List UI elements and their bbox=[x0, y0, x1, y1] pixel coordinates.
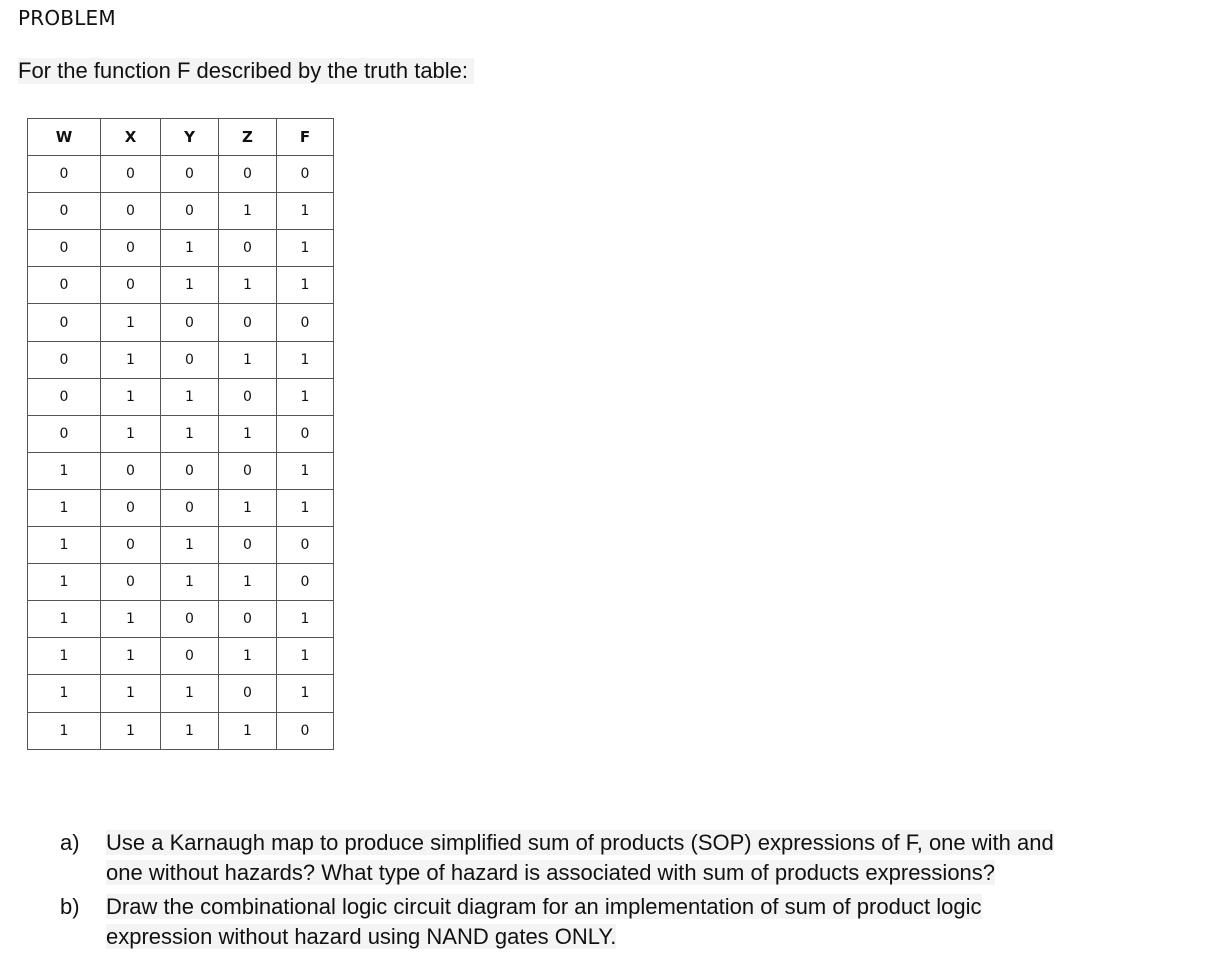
cell-f: 0 bbox=[277, 527, 334, 564]
cell-z: 1 bbox=[219, 341, 277, 378]
cell-z: 1 bbox=[219, 712, 277, 749]
question-list bbox=[60, 828, 1170, 956]
cell-x: 1 bbox=[101, 675, 161, 712]
cell-w: 0 bbox=[28, 378, 101, 415]
truth-table-row bbox=[28, 601, 334, 638]
cell-f: 0 bbox=[277, 415, 334, 452]
cell-w: 1 bbox=[28, 452, 101, 489]
question-b-line1: Draw the combinational logic circuit diagram for an implementation of sum of product logic bbox=[106, 894, 982, 919]
truth-table-row bbox=[28, 378, 334, 415]
page-heading: PROBLEM bbox=[18, 6, 116, 30]
cell-z: 1 bbox=[219, 415, 277, 452]
truth-table-body bbox=[28, 156, 334, 750]
cell-f: 1 bbox=[277, 675, 334, 712]
truth-table-row bbox=[28, 156, 334, 193]
cell-w: 0 bbox=[28, 193, 101, 230]
cell-x: 1 bbox=[101, 712, 161, 749]
cell-z: 0 bbox=[219, 378, 277, 415]
question-a bbox=[60, 828, 1170, 888]
cell-x: 1 bbox=[101, 341, 161, 378]
cell-w: 1 bbox=[28, 489, 101, 526]
question-b-line2: expression without hazard using NAND gates ONLY. bbox=[106, 924, 617, 949]
intro-text: For the function F described by the truth table: bbox=[18, 58, 474, 84]
cell-z: 1 bbox=[219, 564, 277, 601]
cell-w: 0 bbox=[28, 415, 101, 452]
cell-y: 1 bbox=[161, 378, 219, 415]
cell-x: 0 bbox=[101, 230, 161, 267]
cell-x: 0 bbox=[101, 489, 161, 526]
question-a-line2: one without hazards? What type of hazard is associated with sum of products expressions? bbox=[106, 860, 996, 885]
header-cell-w: W bbox=[28, 119, 101, 156]
truth-table-row bbox=[28, 452, 334, 489]
cell-y: 0 bbox=[161, 638, 219, 675]
cell-z: 1 bbox=[219, 638, 277, 675]
cell-y: 1 bbox=[161, 564, 219, 601]
truth-table-row bbox=[28, 415, 334, 452]
cell-x: 0 bbox=[101, 156, 161, 193]
cell-y: 0 bbox=[161, 341, 219, 378]
cell-x: 1 bbox=[101, 601, 161, 638]
header-cell-f: F bbox=[277, 119, 334, 156]
cell-w: 0 bbox=[28, 304, 101, 341]
cell-x: 0 bbox=[101, 564, 161, 601]
cell-x: 0 bbox=[101, 193, 161, 230]
cell-x: 1 bbox=[101, 638, 161, 675]
truth-table bbox=[27, 118, 334, 750]
cell-z: 0 bbox=[219, 675, 277, 712]
cell-w: 1 bbox=[28, 564, 101, 601]
cell-f: 1 bbox=[277, 193, 334, 230]
cell-f: 0 bbox=[277, 712, 334, 749]
truth-table-row bbox=[28, 267, 334, 304]
cell-z: 0 bbox=[219, 304, 277, 341]
cell-w: 0 bbox=[28, 230, 101, 267]
truth-table-row bbox=[28, 638, 334, 675]
cell-f: 1 bbox=[277, 267, 334, 304]
cell-y: 1 bbox=[161, 527, 219, 564]
cell-y: 0 bbox=[161, 156, 219, 193]
cell-f: 1 bbox=[277, 489, 334, 526]
cell-z: 1 bbox=[219, 193, 277, 230]
cell-w: 1 bbox=[28, 638, 101, 675]
cell-x: 1 bbox=[101, 304, 161, 341]
cell-x: 1 bbox=[101, 415, 161, 452]
cell-y: 1 bbox=[161, 267, 219, 304]
question-b bbox=[60, 892, 1170, 952]
cell-x: 0 bbox=[101, 267, 161, 304]
cell-w: 0 bbox=[28, 267, 101, 304]
cell-y: 1 bbox=[161, 230, 219, 267]
cell-f: 1 bbox=[277, 601, 334, 638]
header-cell-y: Y bbox=[161, 119, 219, 156]
cell-w: 1 bbox=[28, 527, 101, 564]
truth-table-row bbox=[28, 341, 334, 378]
truth-table-row bbox=[28, 675, 334, 712]
cell-w: 1 bbox=[28, 601, 101, 638]
truth-table-row bbox=[28, 230, 334, 267]
cell-x: 0 bbox=[101, 452, 161, 489]
cell-f: 1 bbox=[277, 230, 334, 267]
cell-x: 0 bbox=[101, 527, 161, 564]
cell-y: 0 bbox=[161, 193, 219, 230]
cell-z: 0 bbox=[219, 601, 277, 638]
question-b-letter: b) bbox=[60, 894, 80, 919]
cell-z: 1 bbox=[219, 267, 277, 304]
truth-table-row bbox=[28, 304, 334, 341]
cell-x: 1 bbox=[101, 378, 161, 415]
truth-table-header-row bbox=[28, 119, 334, 156]
cell-z: 0 bbox=[219, 230, 277, 267]
truth-table-row bbox=[28, 564, 334, 601]
cell-z: 1 bbox=[219, 489, 277, 526]
truth-table-row bbox=[28, 527, 334, 564]
cell-w: 1 bbox=[28, 675, 101, 712]
cell-f: 1 bbox=[277, 378, 334, 415]
cell-z: 0 bbox=[219, 452, 277, 489]
header-cell-z: Z bbox=[219, 119, 277, 156]
truth-table-row bbox=[28, 193, 334, 230]
cell-f: 0 bbox=[277, 304, 334, 341]
header-cell-x: X bbox=[101, 119, 161, 156]
cell-f: 1 bbox=[277, 452, 334, 489]
cell-y: 0 bbox=[161, 489, 219, 526]
cell-y: 1 bbox=[161, 675, 219, 712]
question-a-line1: Use a Karnaugh map to produce simplified sum of products (SOP) expressions of F, one with and bbox=[106, 830, 1054, 855]
cell-w: 0 bbox=[28, 341, 101, 378]
cell-f: 1 bbox=[277, 341, 334, 378]
cell-f: 0 bbox=[277, 564, 334, 601]
cell-z: 0 bbox=[219, 156, 277, 193]
cell-f: 0 bbox=[277, 156, 334, 193]
truth-table-row bbox=[28, 712, 334, 749]
truth-table-row bbox=[28, 489, 334, 526]
cell-w: 1 bbox=[28, 712, 101, 749]
question-a-letter: a) bbox=[60, 830, 80, 855]
cell-y: 0 bbox=[161, 452, 219, 489]
cell-y: 0 bbox=[161, 304, 219, 341]
cell-y: 1 bbox=[161, 712, 219, 749]
cell-y: 1 bbox=[161, 415, 219, 452]
cell-w: 0 bbox=[28, 156, 101, 193]
cell-f: 1 bbox=[277, 638, 334, 675]
cell-y: 0 bbox=[161, 601, 219, 638]
cell-z: 0 bbox=[219, 527, 277, 564]
